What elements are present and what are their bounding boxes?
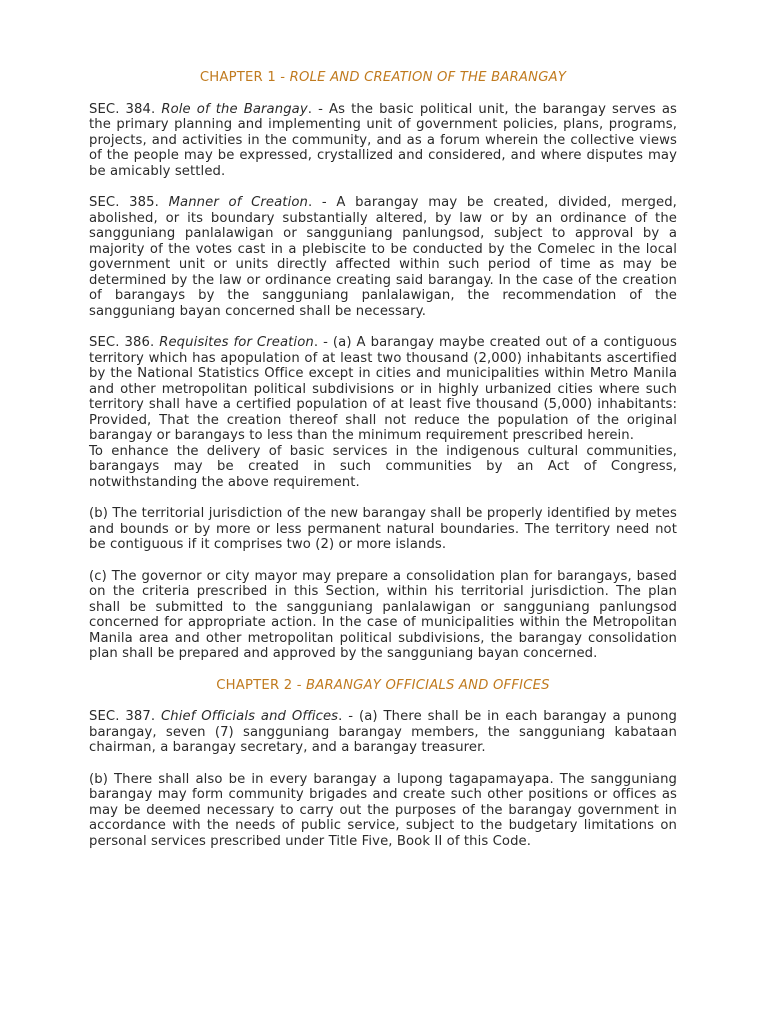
sec-384-paragraph bbox=[89, 102, 677, 180]
sec-385-number: SEC. 385. bbox=[89, 195, 169, 210]
sec-386-number: SEC. 386. bbox=[89, 335, 160, 350]
sec-384-number: SEC. 384. bbox=[89, 101, 162, 117]
sec-386-paragraph bbox=[89, 335, 677, 444]
sec-386-c-paragraph: (c) The governor or city mayor may prepare a consolidation plan for barangays, based on the criteria prescribed in this Section, within his territorial jurisdiction. The plan shall be submitted to the sangguniang panlalawigan or sangguniang panlungsod concerned for appropriate action. In the case of municipalities within the Metropolitan Manila area and other metropolitan political subdivisions, the barangay consolidation plan shall be prepared and approved by the sangguniang bayan concerned. bbox=[89, 568, 677, 661]
sec-387-number: SEC. 387. bbox=[89, 709, 161, 724]
sec-386-b-paragraph: (b) The territorial jurisdiction of the new barangay shall be properly identified by metes and bounds or by more or less permanent natural boundaries. The territory need not be contiguous if it comprises two (2) or more islands. bbox=[89, 506, 677, 552]
sec-387-heading: Chief Officials and Offices bbox=[160, 709, 339, 724]
document-page bbox=[89, 70, 677, 865]
chapter-2-prefix: CHAPTER 2 - bbox=[216, 677, 307, 693]
sec-385-heading: Manner of Creation bbox=[168, 195, 308, 210]
sec-387-paragraph bbox=[89, 709, 677, 756]
sec-387-b-paragraph: (b) There shall also be in every barangay a lupong tagapamayapa. The sangguniang barangay may form community brigades and create such other positions or offices as may be deemed necessary to carry out the purposes of the barangay government in accordance with the needs of public service, subject to the budgetary limitations on personal services prescribed under Title Five, Book II of this Code. bbox=[89, 771, 677, 849]
sec-384-body: . - As the basic political unit, the barangay serves as the primary planning and implementing unit of government policies, plans, programs, projects, and activities in the community, and as a forum wherein the collective views of the people may be expressed, crystallized and considered, and where disputes may be amicably settled. bbox=[89, 101, 677, 179]
sec-386-heading: Requisites for Creation bbox=[159, 335, 314, 350]
chapter-1-title: ROLE AND CREATION OF THE BARANGAY bbox=[289, 70, 567, 85]
chapter-1-prefix: CHAPTER 1 - bbox=[199, 70, 290, 85]
chapter-2-title: BARANGAY OFFICIALS AND OFFICES bbox=[306, 677, 550, 693]
chapter-1-heading bbox=[89, 70, 677, 86]
sec-386-body: . - (a) A barangay maybe created out of a contiguous territory which has apopulation of at least two thousand (2,000) inhabitants ascertified by the National Statistics Office except in cities and municipalities within Metro Manila and other metropolitan political subdivisions or in highly urbanized cities where such territory shall have a certified population of at least five thousand (5,000) inhabitants: Provided, That the creation thereof shall not reduce the population of the original barangay or barangays to less than the minimum requirement prescribed herein. bbox=[89, 335, 677, 443]
sec-386-paragraph-2: To enhance the delivery of basic services in the indigenous cultural communities, barangays may be created in such communities by an Act of Congress, notwithstanding the above requirement. bbox=[89, 443, 677, 490]
sec-385-paragraph bbox=[89, 195, 677, 319]
sec-385-body: . - A barangay may be created, divided, merged, abolished, or its boundary substantially altered, by law or by an ordinance of the sangguniang panlalawigan or sangguniang panlungsod, subject to approval by a majority of the votes cast in a plebiscite to be conducted by the Comelec in the local government unit or units directly affected within such period of time as may be determined by the law or ordinance creating said barangay. In the case of the creation of barangays by the sangguniang panlalawigan, the recommendation of the sangguniang bayan concerned shall be necessary. bbox=[89, 195, 677, 319]
sec-387-body: . - (a) There shall be in each barangay a punong barangay, seven (7) sangguniang barangay members, the sangguniang kabataan chairman, a barangay secretary, and a barangay treasurer. bbox=[89, 709, 677, 755]
chapter-2-heading bbox=[89, 678, 677, 694]
sec-384-heading: Role of the Barangay bbox=[161, 101, 308, 117]
